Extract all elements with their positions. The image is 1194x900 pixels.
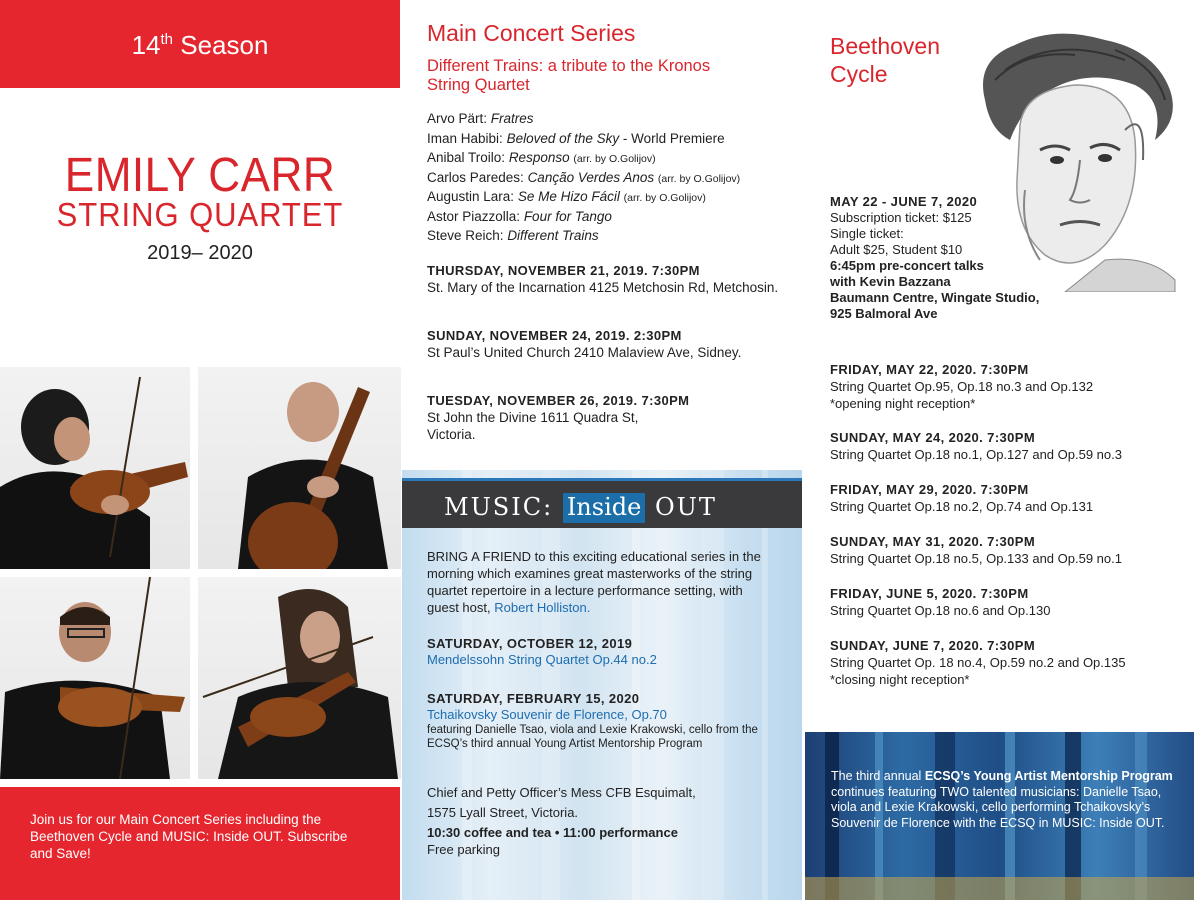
cycle-concert-program: String Quartet Op. 18 no.4, Op.59 no.2 and Op.135 [830,655,1126,670]
cycle-dates: MAY 22 - JUNE 7, 2020 [830,194,978,209]
violinist-photo [0,577,190,779]
ensemble-subname: STRING QUARTET [56,196,344,233]
promo-text: Join us for our Main Concert Series including the Beethoven Cycle and MUSIC: Inside OUT. Subscribe and Save! [30,812,348,861]
beethoven-cycle-title: Beethoven Cycle [830,33,940,87]
mio-event-piece: Mendelssohn String Quartet Op.44 no.2 [427,652,657,667]
cycle-concert [830,361,1180,412]
concert-venue: St John the Divine 1611 Quadra St, Victoria. [427,410,639,442]
program-list [427,109,807,246]
single-ticket-prices: Adult $25, Student $10 [830,242,963,257]
subscription-price: Subscription ticket: $125 [830,210,972,225]
season-banner [0,0,400,88]
cycle-concert [830,481,1180,515]
concert-venue: St. Mary of the Incarnation 4125 Metchosin Rd, Metchosin. [427,280,779,295]
cycle-concert-date: FRIDAY, MAY 29, 2020. 7:30PM [830,482,1029,497]
program-item: Steve Reich: Different Trains [427,228,599,243]
music-inside-out-logo: MUSIC: Inside OUT [444,493,717,521]
program-item: Augustin Lara: Se Me Hizo Fácil (arr. by O.Golijov) [427,189,706,204]
season-label: 14th Season [131,30,269,60]
cycle-concert-program: String Quartet Op.95, Op.18 no.3 and Op.132 [830,379,1094,394]
cycle-concert [830,585,1180,619]
mio-event-note: featuring Danielle Tsao, viola and Lexie Krakowski, cello from the ECSQ’s third annual Young Artist Mentorship Program [427,724,758,750]
concert-listing [427,262,797,296]
music-inside-out-panel [402,470,802,900]
concert-date: SUNDAY, NOVEMBER 24, 2019. 2:30PM [427,328,682,343]
host-name: Robert Holliston. [494,600,591,615]
mio-event [427,690,787,751]
concert-venue: St Paul’s United Church 2410 Malaview Ave, Sidney. [427,345,742,360]
cycle-concert-date: SUNDAY, JUNE 7, 2020. 7:30PM [830,638,1036,653]
program-item: Arvo Pärt: Fratres [427,111,534,126]
program-item: Carlos Paredes: Canção Verdes Anos (arr. by O.Golijov) [427,169,741,185]
single-ticket-label: Single ticket: [830,226,904,241]
concert-date: THURSDAY, NOVEMBER 21, 2019. 7:30PM [427,263,700,278]
mio-event-date: SATURDAY, FEBRUARY 15, 2020 [427,691,640,706]
cycle-concert-program: String Quartet Op.18 no.1, Op.127 and Op.59 no.3 [830,447,1122,462]
promo-banner [0,787,400,900]
cycle-concert-note: *opening night reception* [830,396,976,411]
beethoven-cycle-info [830,194,1090,322]
mentorship-text: The third annual ECSQ’s Young Artist Mentorship Program continues featuring TWO talented musicians: Danielle Tsao, viola and Lexie Krakowski, cello performing Tchaikovsky’s Souvenir de Florence with the ECSQ in MUSIC: Inside OUT. [831,769,1173,830]
cycle-concert [830,637,1180,688]
mio-event-date: SATURDAY, OCTOBER 12, 2019 [427,636,633,651]
cycle-concert-program: String Quartet Op.18 no.5, Op.133 and Op.59 no.1 [830,551,1122,566]
program-item: Anibal Troilo: Responso (arr. by O.Golijov) [427,150,656,165]
cycle-concert-note: *closing night reception* [830,672,970,687]
cycle-concert-date: SUNDAY, MAY 24, 2020. 7:30PM [830,430,1036,445]
cycle-concert-program: String Quartet Op.18 no.6 and Op.130 [830,603,1051,618]
main-series-subtitle: Different Trains: a tribute to the Kronos String Quartet [427,57,711,94]
cycle-concert-date: FRIDAY, JUNE 5, 2020. 7:30PM [830,586,1029,601]
cycle-concert-program: String Quartet Op.18 no.2, Op.74 and Op.131 [830,499,1094,514]
cycle-concert-date: FRIDAY, MAY 22, 2020. 7:30PM [830,362,1029,377]
season-years: 2019– 2020 [147,242,253,264]
violinist-photo [0,367,190,569]
program-item: Astor Piazzolla: Four for Tango [427,208,612,224]
mio-parking: Free parking [427,842,500,857]
concert-date: TUESDAY, NOVEMBER 26, 2019. 7:30PM [427,393,690,408]
concert-listing [427,327,797,361]
music-inside-out-intro: BRING A FRIEND to this exciting educational series in the morning which examines great masterworks of the string quartet repertoire in a lecture performance setting, with guest host, Robert Holliston. [427,549,761,615]
main-series-title: Main Concert Series [427,20,636,46]
concert-listing [427,392,797,443]
violist-photo [198,577,401,779]
mio-times: 10:30 coffee and tea • 11:00 performance [427,825,678,840]
cycle-concert [830,429,1180,463]
mentorship-panel [805,732,1194,900]
cellist-photo [198,367,401,569]
cycle-concert-date: SUNDAY, MAY 31, 2020. 7:30PM [830,534,1036,549]
mio-event-piece: Tchaikovsky Souvenir de Florence, Op.70 [427,707,667,722]
ensemble-name: EMILY CARR [64,149,336,202]
mio-venue: Chief and Petty Officer’s Mess CFB Esquimalt, 1575 Lyall Street, Victoria. 10:30 coffee and tea • 11:00 performance [427,783,777,843]
preconcert-talk: 6:45pm pre-concert talks with Kevin Bazzana [830,258,984,289]
music-inside-out-header [402,478,802,528]
mio-event [427,635,787,668]
cycle-concert [830,533,1180,567]
program-item: Iman Habibi: Beloved of the Sky - World Premiere [427,130,725,146]
cycle-venue: Baumann Centre, Wingate Studio, 925 Balmoral Ave [830,290,1040,321]
